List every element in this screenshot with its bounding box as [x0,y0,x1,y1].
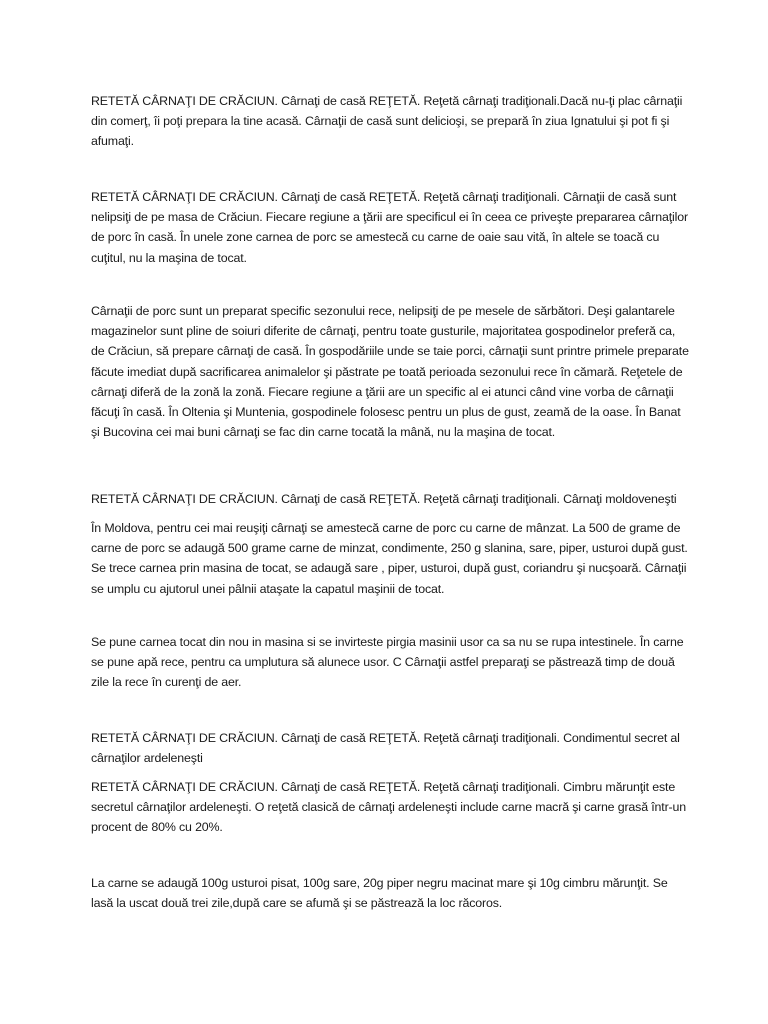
paragraph-moldavian-heading: RETETĂ CÂRNAŢI DE CRĂCIUN. Cârnaţi de casă REŢETĂ. Reţetă cârnaţi tradiţionali. Cârnaţi moldoveneşti [91,492,677,506]
paragraph-mincing-instructions: Se pune carnea tocat din nou in masina si se invirteste pirgia masinii usor ca sa nu se rupa intestinele. În carne se pune apă rece, pentru ca umplutura să alunece usor. C Cârnaţii astfel preparaţi se păstrează timp de două zile la rece în curenţi de aer. [91,635,684,690]
paragraph-seasoning-drying: La carne se adaugă 100g usturoi pisat, 100g sare, 20g piper negru macinat mare şi 10g cimbru mărunţit. Se lasă la uscat două trei zile,după care se afumă şi se păstrează la loc răcoros. [91,876,668,911]
paragraph-pork-sausages: Cârnaţii de porc sunt un preparat specific sezonului rece, nelipsiţi de pe mesele de sărbători. Deşi galantarele magazinelor sunt pline de soiuri diferite de cârnaţi, pentru toate gusturile, majoritatea gospodinelor preferă ca, de Crăciun, să prepare cârnaţi de casă. În gospodăriile unde se taie porci, cârnaţii sunt printre primele preparate făcute imediat după sacrificarea animalelor şi păstrate pe toată perioada sezonului rece în cămară. Reţetele de cârnaţi diferă de la zonă la zonă. Fiecare regiune a ţării are un specific al ei atunci când vine vorba de cârnaţii făcuţi în casă. În Oltenia şi Muntenia, gospodinele folosesc pentru un plus de gust, zeamă de la oase. În Banat şi Bucovina cei mai buni cârnaţi se fac din carne tocată la mână, nu la maşina de tocat. [91,304,689,440]
paragraph-regional-specifics: RETETĂ CÂRNAŢI DE CRĂCIUN. Cârnaţi de casă REŢETĂ. Reţetă cârnaţi tradiţionali. Cârnaţii de casă sunt nelipsiţi de pe masa de Crăciun. Fiecare regiune a ţării are specificul ei în ceea ce priveşte prepararea cârnaţilor de porc în casă. În unele zone carnea de porc se amestecă cu carne de oaie sau vită, în altele se toacă cu cuţitul, nu la maşina de tocat. [91,190,688,265]
paragraph-transylvanian-recipe: RETETĂ CÂRNAŢI DE CRĂCIUN. Cârnaţi de casă REŢETĂ. Reţetă cârnaţi tradiţionali. Cimbru mărunţit este secretul cârnaţilor ardeleneşti. O reţetă clasică de cârnaţi ardeleneşti include carne macră şi carne grasă într-un procent de 80% cu 20%. [91,780,687,835]
paragraph-moldavian-recipe: În Moldova, pentru cei mai reuşiţi cârnaţi se amestecă carne de porc cu carne de mânzat. La 500 de grame de carne de porc se adaugă 500 grame carne de minzat, condimente, 250 g slanina, sare, piper, usturoi după gust. Se trece carnea prin masina de tocat, se adaugă sare , piper, usturoi, după gust, coriandru şi nucşoară. Cârnaţii se umplu cu ajutorul unei pâlnii ataşate la capatul maşinii de tocat. [91,521,688,596]
paragraph-transylvanian-heading: RETETĂ CÂRNAŢI DE CRĂCIUN. Cârnaţi de casă REŢETĂ. Reţetă cârnaţi tradiţionali. Condimentul secret al cârnaţilor ardeleneşti [91,731,680,766]
paragraph-intro: RETETĂ CÂRNAŢI DE CRĂCIUN. Cârnaţi de casă REŢETĂ. Reţetă cârnaţi tradiţionali.Dacă nu-ţi plac cârnaţii din comerţ, îi poţi prepara la tine acasă. Cârnaţii de casă sunt delicioşi, se prepară în ziua Ignatului şi pot fi şi afumaţi. [91,94,683,149]
